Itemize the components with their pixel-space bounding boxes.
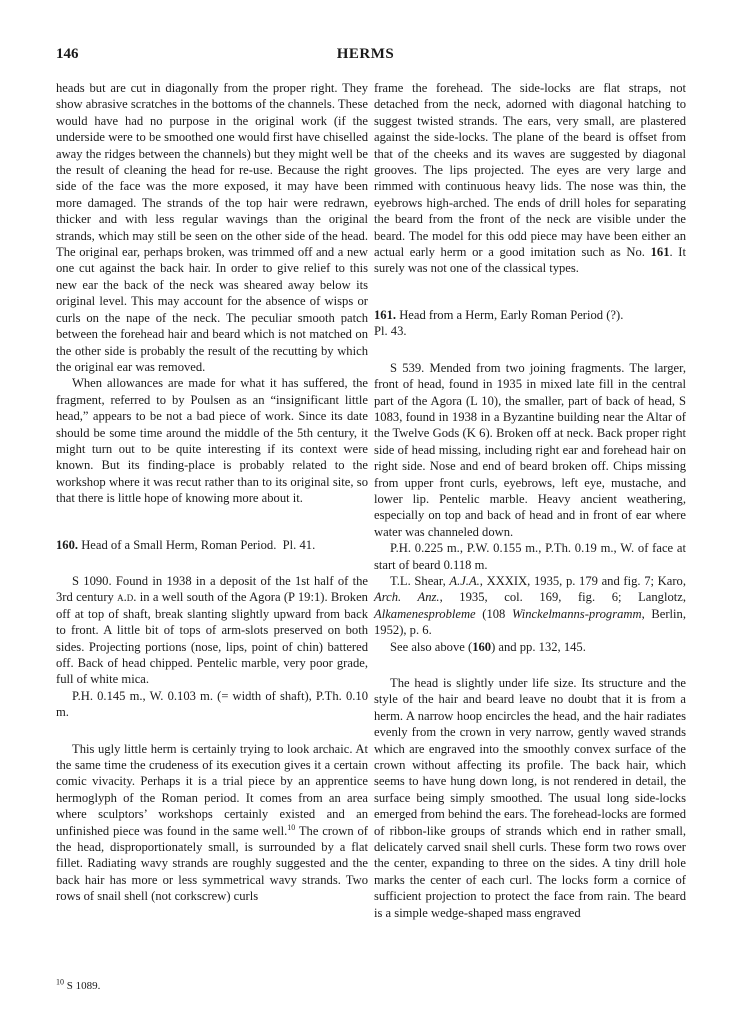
body-paragraph: heads but are cut in diagonally from the proper right. They show abrasive scratches in the bottoms of the channels. These would have had no purpose in the original work (if the underside were to be smoothed one would first have chiselled away the ridges between the channels) but they might well be the result of cleaning the head for re-use. Because the right side of the face was the more exposed, it may have been more damaged. The strands of the top hair were redrawn, thicker and with less regular wavings than the original strands, which may still be seen on the other side of the head. The original ear, perhaps broken, was trimmed off and a new one cut against the back hair. In order to give relief to this new ear the back of the neck was sheared away below its original level. This may account for the absence of wisps or curls on the nape of the neck. The peculiar smooth patch between the forehead hair and beard which is not matched on the other side is probably the result of the recutting by which the original ear was removed. [56,81,368,374]
plate-ref: Pl. 41. [282,537,316,552]
running-title: HERMS [336,46,395,62]
page-number: 146 [56,46,79,62]
cross-reference: 161 [650,245,670,260]
cross-reference: 160 [472,639,492,654]
dimensions: P.H. 0.225 m., P.W. 0.155 m., P.Th. 0.19 m., W. of face at start of beard 0.118 m. [374,541,686,572]
body-paragraph: frame the forehead. The side-locks are flat straps, not detached from the neck, adorned with diagonal hatching to suggest twisted strands. The ears, very small, are plastered against the side-locks. The plane of the beard is offset from that of the cheeks and its waves are suggested by diagonal grooves. The lips projected. The eyes are very large and rimmed with continuous heavy lids. The nose was thin, the eyebrows high-arched. The ends of drill holes for separating the beard from the front of the neck are visible under the beard. The model for this odd piece may have been either an actual early herm or a good imitation such as No. 161. It surely was not one of the classical types. [374,81,686,276]
entry-heading-161 [374,307,686,340]
footnote-number: 10 [56,977,64,987]
entry-heading-160 [56,537,368,553]
footnote-marker: 10 [287,822,296,832]
catalog-description: S 539. Mended from two joining fragments. The larger, front of head, found in 1935 in mixed late fill in the central part of the Agora (L 10), the smaller, part of back of head, S 1083, found in 1938 in a Byzantine building near the Altar of the Twelve Gods (K 6). Broken off at neck. Back proper right side of head missing, including right ear and forehead hair on right side. Nose and end of beard broken off. Chips missing from upper front curls, eyebrows, left eye, mustache, and lower lip. Pentelic marble. Heavy ancient weathering, especially on top and back of head and in front of ear where water was channeled down. [374,360,686,539]
see-also: See also above (160) and pp. 132, 145. [390,639,586,654]
running-head [0,46,731,70]
catalog-description: S 1090. Found in 1938 in a deposit of the 1st half of the 3rd century a.d. in a well south of the Agora (P 19:1). Broken off at top of shaft, break slanting slightly upward from back to front. A little bit of tops of arm-slots preserved on both sides. Projecting portions (nose, lips, point of chin) battered off. Back of head chipped. Pentelic marble, very poor grade, full of white mica. [56,573,368,687]
footnote-text: S 1089. [64,980,101,992]
body-paragraph: The head is slightly under life size. Its structure and the style of the hair and beard leave no doubt that it is from a herm. A narrow hoop encircles the head, and the hair radiates evenly from the crown in very narrow, gently waved strands which are engraved into the smoothly convex surface of the crown without affecting its profile. The back hair, which seems to have hung down long, is not rendered in detail, the surface being simply smoothed. The usual long side-locks emerged from behind the ears. The forehead-locks are formed of ribbon-like groups of strands which end in rather small, delicately carved snail shell curls. These form two rows over the center, expanding to three on the sides. A tiny drill hole marks the center of each curl. The locks form a cornice of sufficient projection to protect the face from rain. The beard is a simple wedge-shaped mass engraved [374,676,686,920]
entry-number: 160. [56,537,79,552]
footnote [56,977,101,992]
body-paragraph: When allowances are made for what it has suffered, the fragment, referred to by Poulsen as an “insignificant little head,” appears to be not a bad piece of work. Since its date should be some time around the middle of the 5th century, it might turn out to be quite interesting if its context were known. But its finding-place is probably related to the workshop where it was recut rather than to its original site, so that there is little hope of knowing more about it. [56,376,368,506]
era-abbrev: a.d. [117,590,137,605]
entry-number: 161. [374,307,397,322]
left-column [56,80,368,905]
entry-title: Head from a Herm, Early Roman Period (?). [399,307,624,322]
entry-title: Head of a Small Herm, Roman Period. [81,537,277,552]
dimensions: P.H. 0.145 m., W. 0.103 m. (= width of shaft), P.Th. 0.10 m. [56,688,368,720]
body-paragraph: This ugly little herm is certainly trying to look archaic. At the same time the crudeness of its execution gives it a certain comic vivacity. Perhaps it is a trial piece by an apprentice hermoglyph of the Roman period. It comes from an area where sculptors’ workshops certainly existed and an unfinished piece was found in the same well.$^{10}$ The crown of the head, disproportionately small, is surrounded by a flat fillet. Radiating wavy strands are roughly suggested and the back hair has more or less symmetrical wavy strands. Two rows of snail shell (not corkscrew) curls [56,741,368,904]
right-column [374,80,686,921]
plate-ref: Pl. 43. [374,324,407,339]
bibliography: T.L. Shear, A.J.A., XXXIX, 1935, p. 179 and fig. 7; Karo, Arch. Anz., 1935, col. 169, fig. 6; Langlotz, Alkamenesprobleme (108 Winckelmanns-programm, Berlin, 1952), p. 6. [374,573,686,638]
